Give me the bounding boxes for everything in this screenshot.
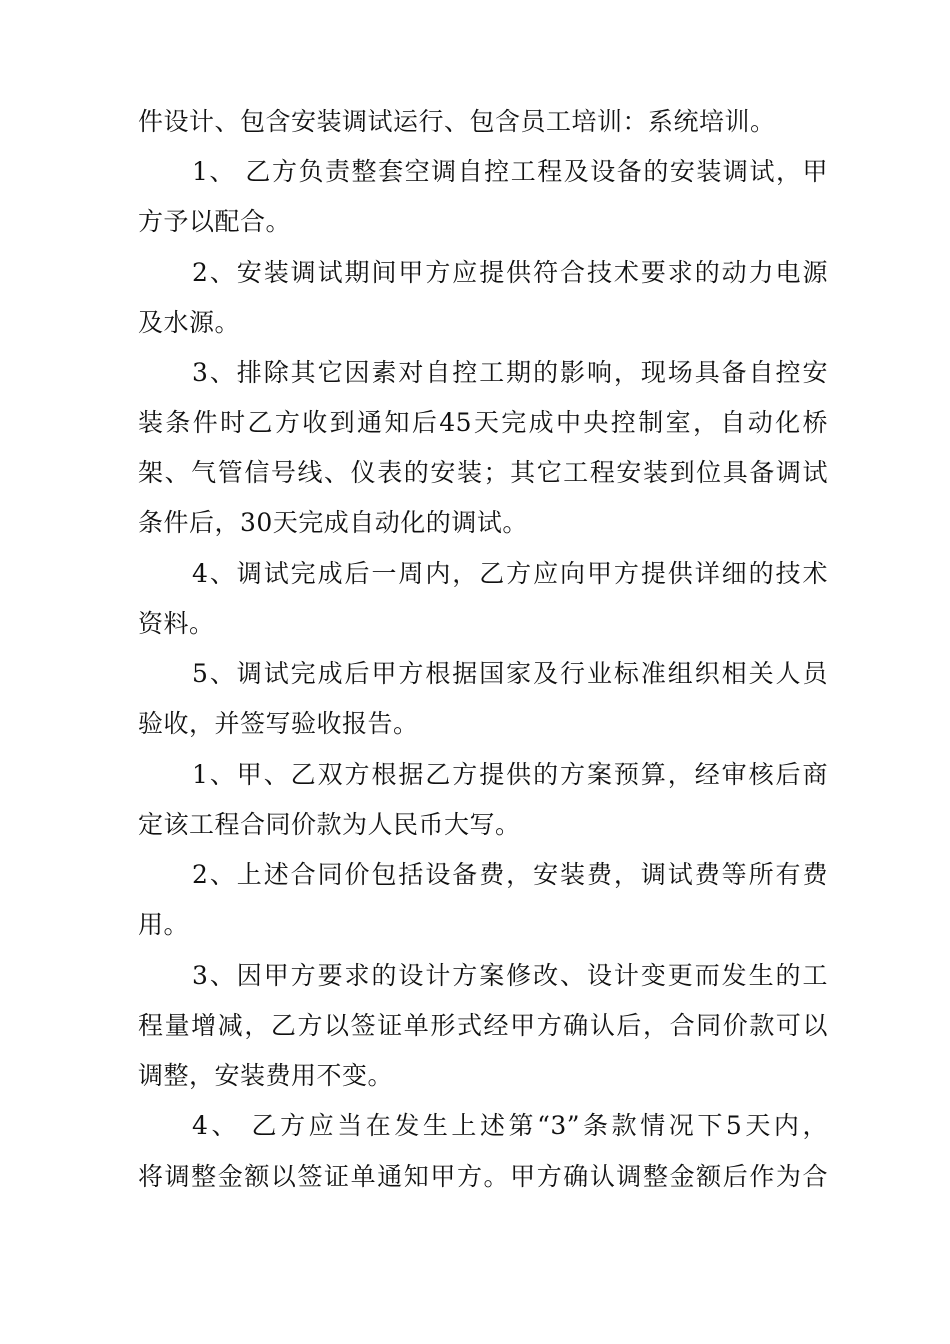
text-line: 2、上述合同价包括设备费，安装费，调试费等所有费 — [192, 860, 828, 889]
text-line: 4、 乙方应当在发生上述第“3”条款情况下5天内， — [192, 1111, 828, 1140]
text-line: 将调整金额以签证单通知甲方。甲方确认调整金额后作为合 — [138, 1162, 828, 1191]
text-line: 架、气管信号线、仪表的安装；其它工程安装到位具备调试 — [138, 458, 828, 487]
text-line: 2、安装调试期间甲方应提供符合技术要求的动力电源 — [192, 258, 828, 287]
text-line: 装条件时乙方收到通知后45天完成中央控制室，自动化桥 — [138, 408, 828, 437]
text-line: 及水源。 — [138, 308, 241, 337]
text-line: 调整，安装费用不变。 — [138, 1061, 394, 1090]
text-line: 定该工程合同价款为人民币大写。 — [138, 810, 521, 839]
text-line: 用。 — [138, 910, 190, 939]
text-line: 3、排除其它因素对自控工期的影响，现场具备自控安 — [192, 358, 828, 387]
text-line: 1、 乙方负责整套空调自控工程及设备的安装调试，甲 — [192, 157, 828, 186]
text-line: 验收，并签写验收报告。 — [138, 709, 419, 738]
text-line: 1、甲、乙双方根据乙方提供的方案预算，经审核后商 — [192, 760, 828, 789]
text-line: 方予以配合。 — [138, 207, 292, 236]
text-line: 程量增减，乙方以签证单形式经甲方确认后，合同价款可以 — [138, 1011, 828, 1040]
text-line: 件设计、包含安装调试运行、包含员工培训：系统培训。 — [138, 107, 776, 136]
text-line: 条件后，30天完成自动化的调试。 — [138, 508, 528, 537]
text-line: 资料。 — [138, 609, 215, 638]
text-line: 5、调试完成后甲方根据国家及行业标准组织相关人员 — [192, 659, 828, 688]
text-line: 3、因甲方要求的设计方案修改、设计变更而发生的工 — [192, 961, 828, 990]
text-line: 4、调试完成后一周内，乙方应向甲方提供详细的技术 — [192, 559, 828, 588]
